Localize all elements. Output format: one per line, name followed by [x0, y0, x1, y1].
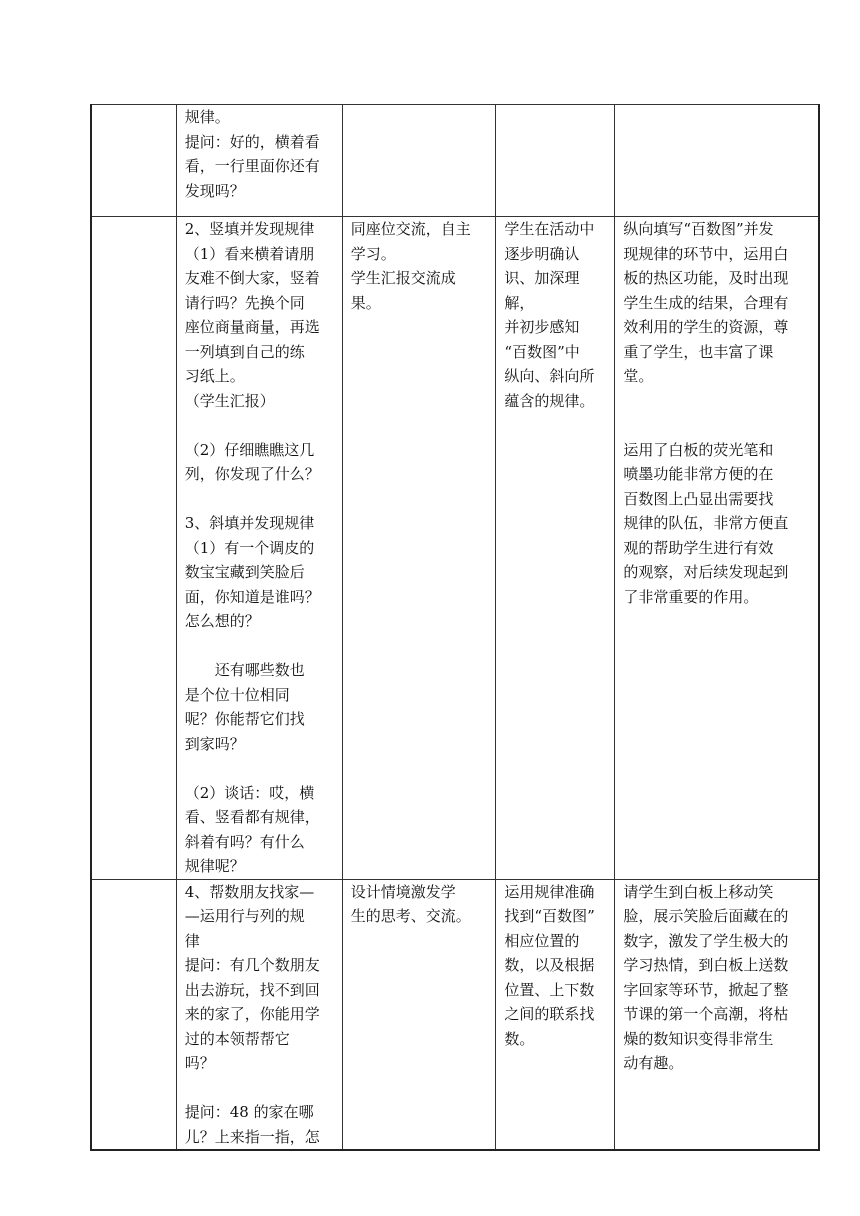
text-line: 喷墨功能非常方便的在 — [623, 465, 774, 483]
text-line: 提问：有几个数朋友 — [184, 956, 320, 974]
text-line: 运用了白板的荧光笔和 — [623, 440, 774, 459]
text-line — [185, 756, 336, 781]
text-line: 提问：好的，横着看 — [184, 132, 320, 151]
text-line: 重了学生，也丰富了课 — [623, 342, 774, 361]
text-line — [623, 413, 812, 438]
text-line: 相应位置的 — [504, 931, 580, 950]
student-activity-cell — [342, 105, 496, 217]
text-line: 看、竖看都有规律， — [184, 808, 320, 826]
text-line: 果。 — [350, 293, 381, 312]
text-line: 节课的第一个高潮，将枯 — [623, 1005, 789, 1023]
design-intent-cell — [496, 879, 615, 1150]
table-row — [91, 105, 819, 217]
text-line: 效利用的学生的资源，尊 — [623, 318, 789, 336]
lesson-plan-table — [90, 104, 820, 1151]
text-line: 列，你发现了什么？ — [184, 465, 320, 483]
text-line: 了非常重要的作用。 — [623, 587, 759, 606]
text-line: 动有趣。 — [623, 1054, 684, 1072]
text-line — [185, 634, 336, 659]
text-line: 是个位十位相同 — [184, 685, 290, 704]
text-line: 一列填到自己的练 — [184, 342, 305, 361]
text-line: 生的思考、交流。 — [350, 907, 471, 925]
text-line: 过的本领帮帮它 — [184, 1029, 290, 1048]
text-line: 学生在活动中 — [504, 220, 595, 238]
text-line: 的观察，对后续发现起到 — [623, 563, 789, 581]
text-line — [185, 1076, 336, 1101]
text-line: 来的家了，你能用学 — [184, 1005, 320, 1023]
text-line: （2）仔细瞧瞧这几 — [184, 440, 315, 459]
text-line: 4、帮数朋友找家— — [184, 882, 315, 901]
text-line: 规律呢？ — [184, 857, 245, 875]
text-line: 规律的队伍，非常方便直 — [623, 514, 789, 532]
text-line: 堂。 — [623, 367, 654, 385]
text-line: 学习热情，到白板上送数 — [623, 956, 789, 974]
text-line: 燥的数知识变得非常生 — [623, 1029, 774, 1048]
whiteboard-use-cell — [615, 879, 819, 1150]
whiteboard-use-cell — [615, 105, 819, 217]
text-line: 儿？上来指一指，怎 — [184, 1127, 320, 1146]
text-line: 规律。 — [184, 108, 230, 126]
text-line — [623, 389, 812, 414]
text-line: 律 — [184, 931, 200, 950]
student-activity-cell — [342, 217, 496, 880]
text-line: 学生汇报交流成 — [350, 269, 456, 287]
text-line: 纵向、斜向所 — [504, 367, 595, 385]
design-intent-cell — [496, 217, 615, 880]
text-line: 出去游玩，找不到回 — [184, 980, 320, 999]
text-line: 逐步明确认 — [504, 244, 580, 263]
text-line: 观的帮助学生进行有效 — [623, 538, 774, 557]
text-line: 3、斜填并发现规律 — [184, 514, 315, 532]
text-line: 数。 — [504, 1029, 535, 1048]
text-line: 发现吗？ — [184, 181, 245, 200]
text-line: 数字，激发了学生极大的 — [623, 931, 789, 950]
text-line: “百数图”中 — [504, 342, 580, 361]
text-line: （2）谈话：哎，横 — [184, 783, 315, 802]
text-line: 看，一行里面你还有 — [184, 157, 320, 175]
text-line: 设计情境激发学 — [350, 882, 456, 901]
text-line: 习纸上。 — [184, 367, 245, 385]
text-line — [185, 487, 336, 512]
teaching-process-cell — [176, 879, 342, 1150]
text-line: 怎么想的？ — [184, 612, 260, 630]
text-line: 还有哪些数也 — [214, 661, 305, 679]
text-line: 蕴含的规律。 — [504, 391, 595, 410]
text-line: 请学生到白板上移动笑 — [623, 882, 774, 901]
table-row — [91, 217, 819, 880]
stage-cell — [91, 105, 176, 217]
student-activity-cell — [342, 879, 496, 1150]
text-line: 学习。 — [350, 244, 396, 263]
text-line: 百数图上凸显出需要找 — [623, 489, 774, 508]
text-line: 板的热区功能，及时出现 — [623, 269, 789, 287]
text-line: 座位商量商量，再选 — [184, 318, 320, 336]
stage-cell — [91, 879, 176, 1150]
text-line: —运用行与列的规 — [184, 907, 305, 925]
text-line: （1）有一个调皮的 — [184, 538, 315, 557]
text-line: 字回家等环节，掀起了整 — [623, 980, 789, 999]
text-line: 呢？你能帮它们找 — [184, 710, 305, 728]
text-line: 吗？ — [184, 1054, 215, 1072]
text-line: 提问：48 的家在哪 — [184, 1103, 314, 1121]
text-line: 之间的联系找 — [504, 1005, 595, 1023]
teaching-process-cell — [176, 105, 342, 217]
text-line: 请行吗？先换个同 — [184, 293, 305, 312]
text-line: 数，以及根据 — [504, 956, 595, 974]
text-line — [185, 413, 336, 438]
text-line: （学生汇报） — [184, 391, 275, 410]
table-row — [91, 879, 819, 1150]
text-line: 找到“百数图” — [504, 907, 595, 925]
text-line: 数宝宝藏到笑脸后 — [184, 563, 305, 581]
text-line: 友难不倒大家，竖着 — [184, 269, 320, 287]
text-line: 同座位交流，自主 — [350, 220, 471, 238]
text-line: 位置、上下数 — [504, 980, 595, 999]
text-line: 运用规律准确 — [504, 882, 595, 901]
text-line: 面，你知道是谁吗？ — [184, 587, 320, 606]
text-line: 学生生成的结果，合理有 — [623, 293, 789, 312]
text-line: 2、竖填并发现规律 — [184, 220, 315, 238]
text-line: （1）看来横着请朋 — [184, 244, 315, 263]
text-line: 纵向填写“百数图”并发 — [623, 220, 774, 238]
teaching-process-cell — [176, 217, 342, 880]
stage-cell — [91, 217, 176, 880]
text-line: 斜着有吗？有什么 — [184, 832, 305, 851]
design-intent-cell — [496, 105, 615, 217]
text-line: 并初步感知 — [504, 318, 580, 336]
text-line: 脸，展示笑脸后面藏在的 — [623, 907, 789, 925]
text-line: 识、加深理解， — [504, 269, 580, 312]
text-line: 到家吗？ — [184, 734, 245, 753]
whiteboard-use-cell — [615, 217, 819, 880]
text-line: 现规律的环节中，运用白 — [623, 244, 789, 263]
